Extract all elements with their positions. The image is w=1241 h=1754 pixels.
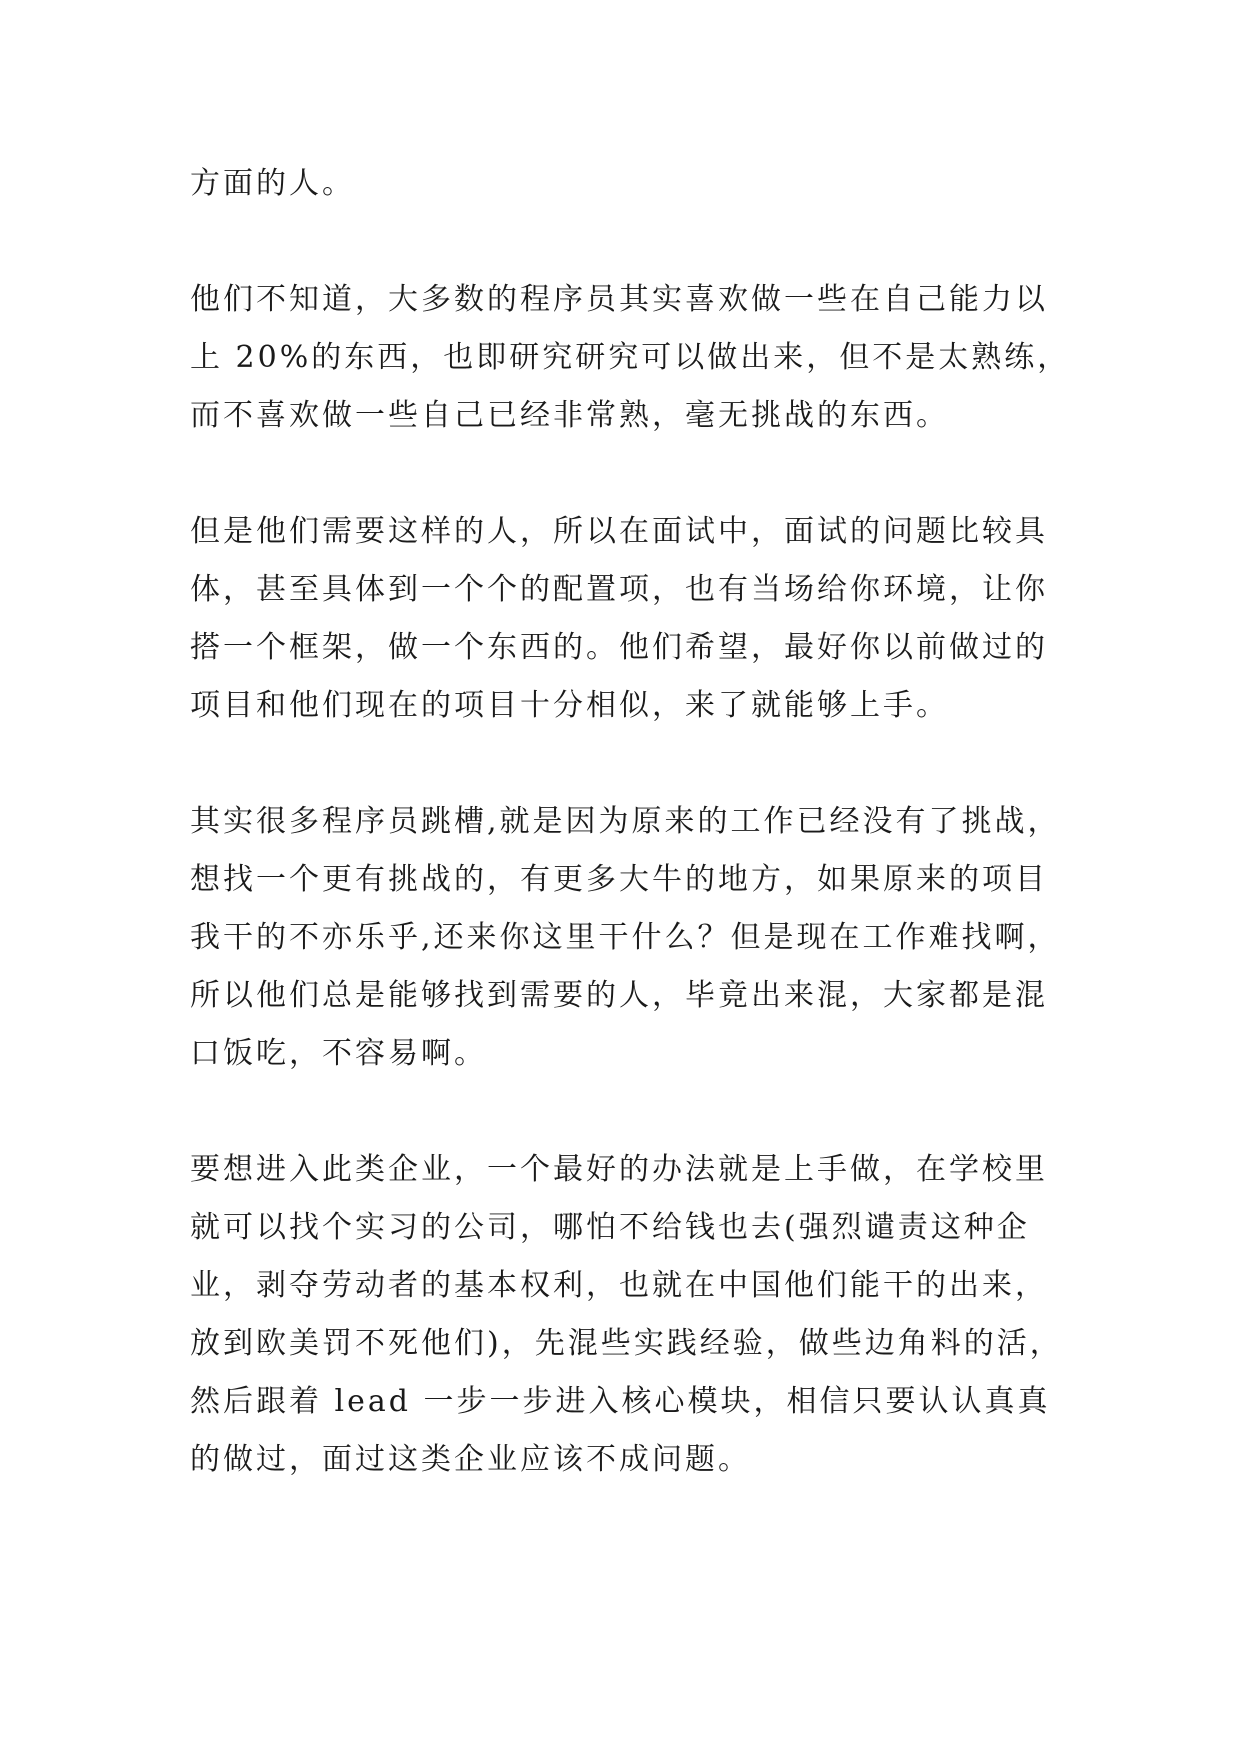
document-body <box>190 155 1070 1547</box>
text-line: 其实很多程序员跳槽,就是因为原来的工作已经没有了挑战， <box>190 804 1061 839</box>
text-line: 方面的人。 <box>190 166 355 201</box>
text-line: 但是他们需要这样的人，所以在面试中，面试的问题比较具 <box>190 514 1048 549</box>
text-line: 业，剥夺劳动者的基本权利，也就在中国他们能干的出来， <box>190 1268 1048 1303</box>
paragraph-2 <box>190 271 1070 445</box>
text-line: 就可以找个实习的公司，哪怕不给钱也去(强烈谴责这种企 <box>190 1210 1030 1245</box>
text-line: 体，甚至具体到一个个的配置项，也有当场给你环境，让你 <box>190 572 1048 607</box>
paragraph-3 <box>190 503 1070 735</box>
text-line: 的做过，面过这类企业应该不成问题。 <box>190 1442 751 1477</box>
text-line: 上 20%的东西，也即研究研究可以做出来，但不是太熟练， <box>190 340 1071 375</box>
paragraph-5 <box>190 1141 1070 1489</box>
text-line: 而不喜欢做一些自己已经非常熟，毫无挑战的东西。 <box>190 398 949 433</box>
text-line: 口饭吃，不容易啊。 <box>190 1036 487 1071</box>
paragraph-4 <box>190 793 1070 1083</box>
text-line: 然后跟着 lead 一步一步进入核心模块，相信只要认认真真 <box>190 1384 1051 1419</box>
text-line: 放到欧美罚不死他们)，先混些实践经验，做些边角料的活， <box>190 1326 1063 1361</box>
text-line: 项目和他们现在的项目十分相似，来了就能够上手。 <box>190 688 949 723</box>
text-line: 所以他们总是能够找到需要的人，毕竟出来混，大家都是混 <box>190 978 1048 1013</box>
text-line: 要想进入此类企业，一个最好的办法就是上手做，在学校里 <box>190 1152 1048 1187</box>
text-line: 搭一个框架，做一个东西的。他们希望，最好你以前做过的 <box>190 630 1048 665</box>
text-line: 想找一个更有挑战的，有更多大牛的地方，如果原来的项目 <box>190 862 1048 897</box>
text-line: 我干的不亦乐乎,还来你这里干什么？但是现在工作难找啊， <box>190 920 1061 955</box>
paragraph-1 <box>190 155 1070 213</box>
text-line: 他们不知道，大多数的程序员其实喜欢做一些在自己能力以 <box>190 282 1048 317</box>
